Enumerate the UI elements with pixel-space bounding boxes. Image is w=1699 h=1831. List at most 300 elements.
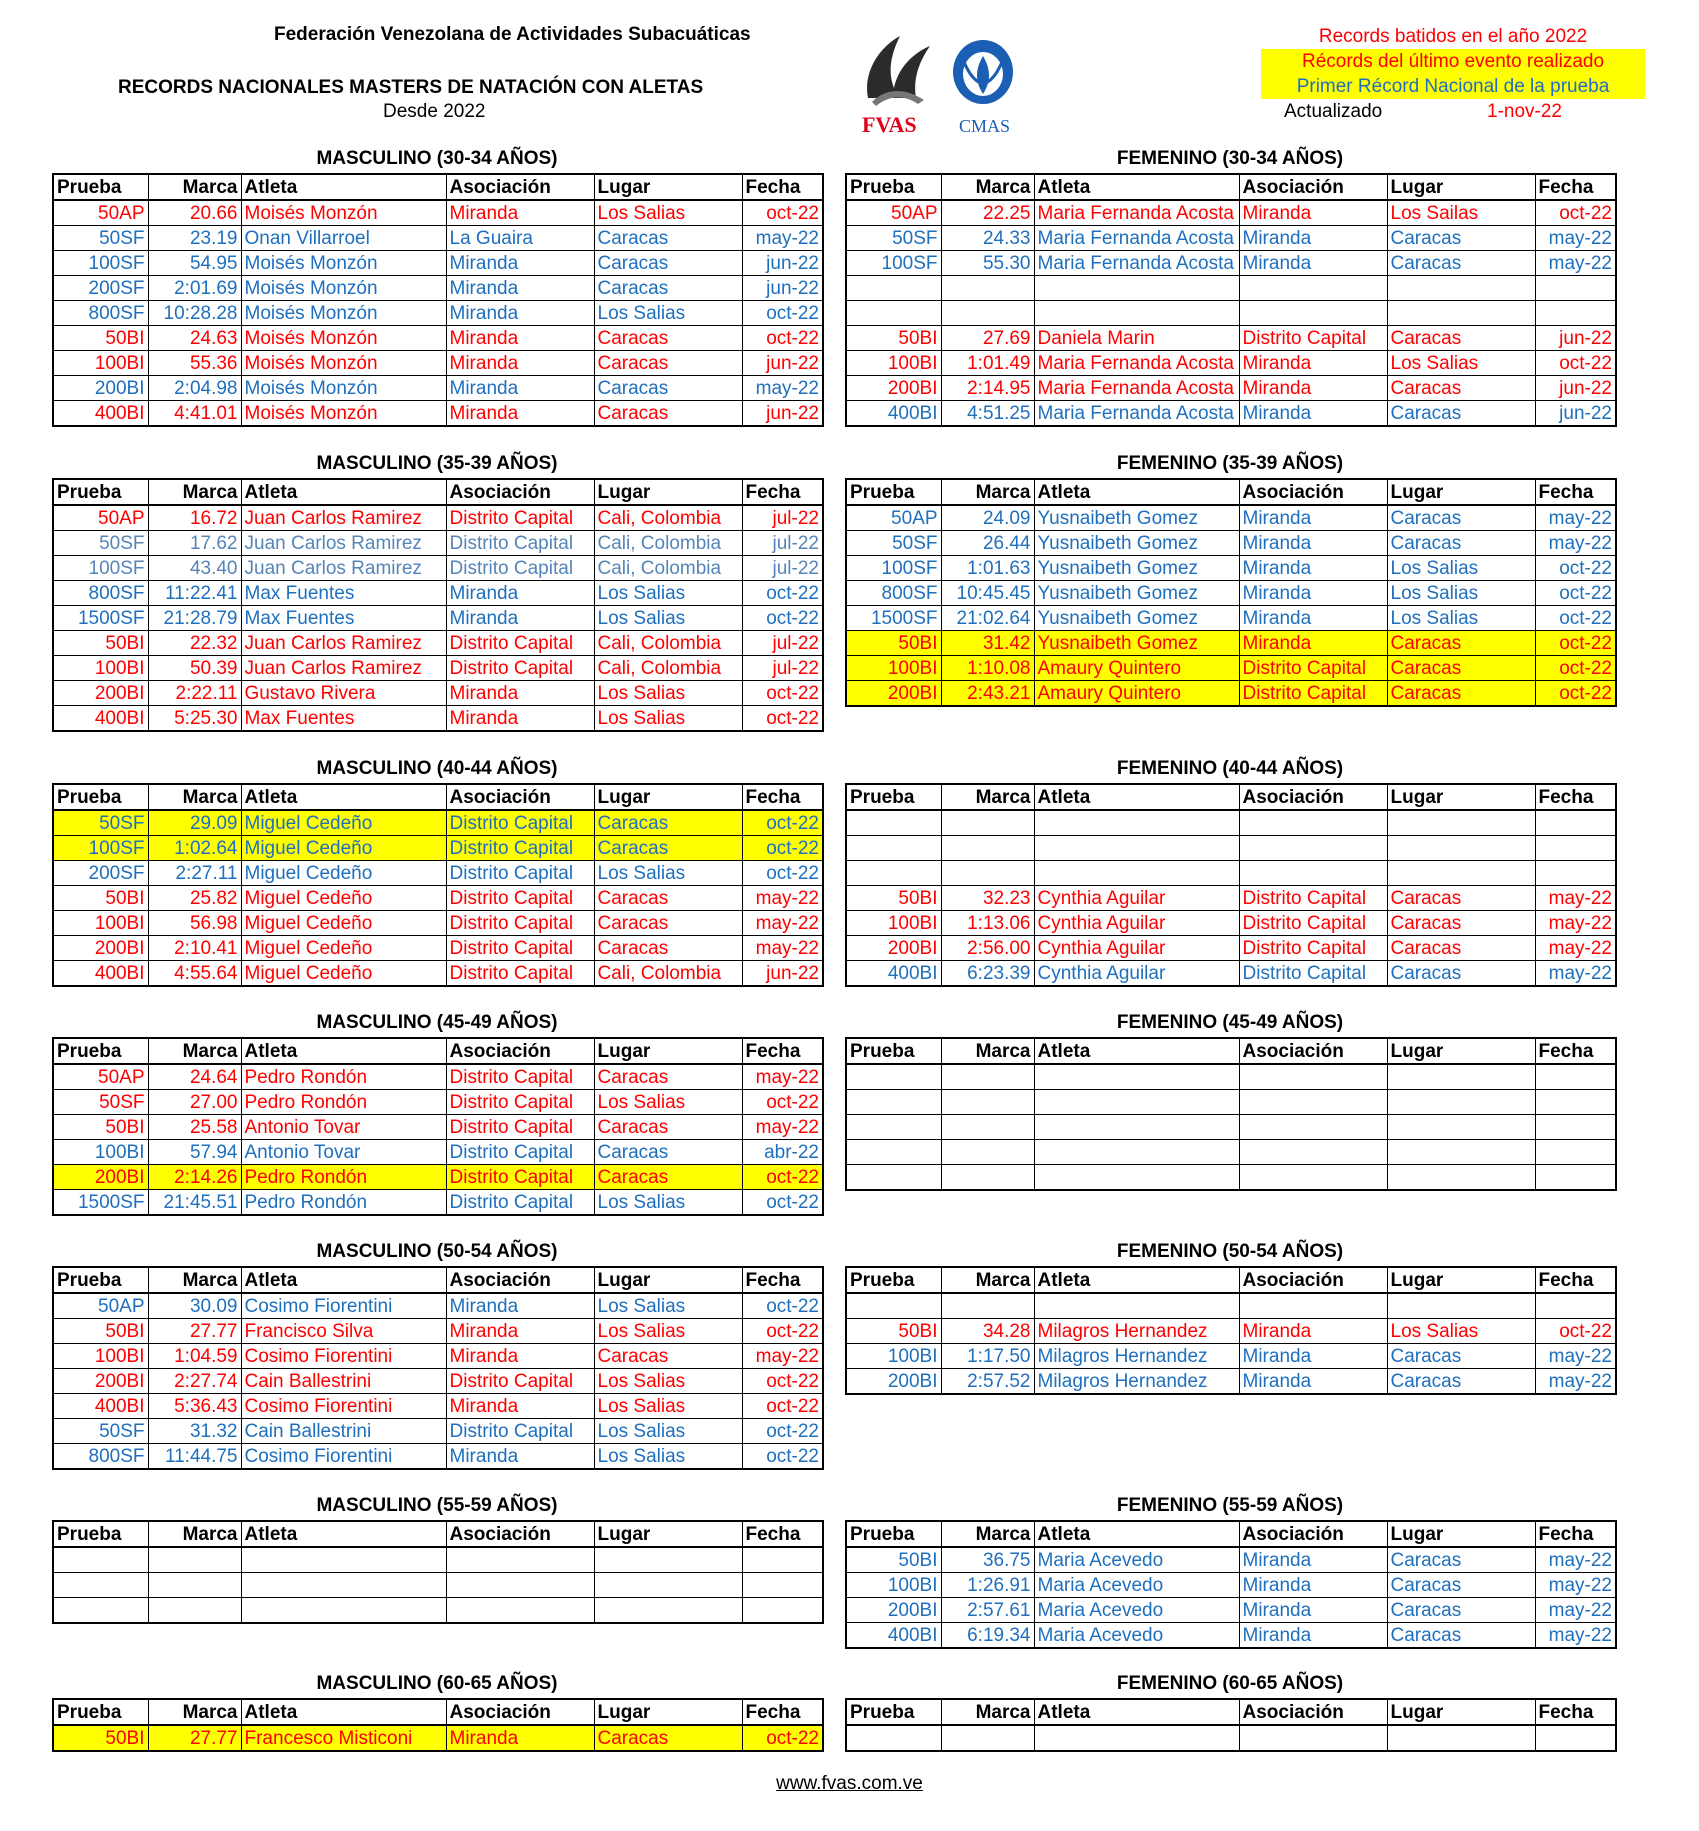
cell-atleta: Moisés Monzón: [241, 351, 446, 376]
cell-fecha: oct-22: [1535, 581, 1616, 606]
cell-marca: [148, 1573, 241, 1598]
cell-lugar: Los Salias: [594, 301, 742, 326]
cell-fecha: oct-22: [742, 1444, 823, 1470]
cell-marca: 1:01.49: [941, 351, 1034, 376]
column-header-prueba: Prueba: [846, 479, 941, 505]
column-header-atleta: Atleta: [1034, 1267, 1239, 1293]
cell-asociacion: Distrito Capital: [446, 861, 594, 886]
cell-fecha: [1535, 861, 1616, 886]
cell-marca: 56.98: [148, 911, 241, 936]
fvas-logo-text: FVAS: [862, 112, 917, 137]
cell-marca: 6:19.34: [941, 1623, 1034, 1649]
cell-atleta: Maria Fernanda Acosta: [1034, 351, 1239, 376]
cell-marca: [941, 836, 1034, 861]
table-row: [846, 1115, 1616, 1140]
table-row: [846, 556, 1616, 581]
table-row: [53, 251, 823, 276]
column-header-lugar: Lugar: [1387, 479, 1535, 505]
cell-asociacion: [446, 1573, 594, 1598]
cell-marca: 1:26.91: [941, 1573, 1034, 1598]
column-header-atleta: Atleta: [1034, 174, 1239, 200]
cell-marca: 1:02.64: [148, 836, 241, 861]
table-row: [846, 861, 1616, 886]
cell-asociacion: Distrito Capital: [446, 961, 594, 987]
cell-asociacion: Distrito Capital: [1239, 681, 1387, 707]
female-records-table: [845, 1266, 1617, 1395]
header-row: [53, 784, 823, 810]
column-header-fecha: Fecha: [1535, 1267, 1616, 1293]
table-row: [53, 656, 823, 681]
cell-asociacion: Miranda: [446, 401, 594, 427]
cell-lugar: Caracas: [594, 1344, 742, 1369]
female-records-table: [845, 1698, 1617, 1752]
cell-asociacion: [1239, 810, 1387, 836]
cell-asociacion: Distrito Capital: [446, 1064, 594, 1090]
female-section-title: FEMENINO (60-65 AÑOS): [1116, 1673, 1344, 1694]
cell-marca: 22.25: [941, 200, 1034, 226]
cell-atleta: Francisco Silva: [241, 1319, 446, 1344]
cell-fecha: oct-22: [742, 1293, 823, 1319]
cell-asociacion: Distrito Capital: [446, 656, 594, 681]
cell-asociacion: [1239, 276, 1387, 301]
cell-atleta: Maria Acevedo: [1034, 1623, 1239, 1649]
cell-lugar: Caracas: [594, 1064, 742, 1090]
female-records-table: [845, 1037, 1617, 1191]
column-header-fecha: Fecha: [742, 1267, 823, 1293]
table-row: [53, 556, 823, 581]
cell-asociacion: Distrito Capital: [446, 836, 594, 861]
cell-marca: 2:01.69: [148, 276, 241, 301]
cell-prueba: [846, 1165, 941, 1191]
cell-atleta: Miguel Cedeño: [241, 911, 446, 936]
cell-lugar: Caracas: [594, 326, 742, 351]
cell-atleta: [241, 1547, 446, 1573]
cell-asociacion: Distrito Capital: [1239, 961, 1387, 987]
cell-fecha: oct-22: [742, 581, 823, 606]
header-row: [53, 1038, 823, 1064]
cell-asociacion: Miranda: [446, 376, 594, 401]
cell-fecha: [1535, 276, 1616, 301]
column-header-atleta: Atleta: [241, 1699, 446, 1725]
cell-prueba: 200BI: [846, 1598, 941, 1623]
female-section-title: FEMENINO (45-49 AÑOS): [1116, 1012, 1344, 1033]
cell-atleta: Pedro Rondón: [241, 1190, 446, 1216]
cell-atleta: Juan Carlos Ramirez: [241, 505, 446, 531]
table-row: [846, 1369, 1616, 1395]
cell-atleta: Moisés Monzón: [241, 401, 446, 427]
cell-marca: 10:45.45: [941, 581, 1034, 606]
cell-lugar: Los Salias: [594, 706, 742, 732]
header-row: [846, 1699, 1616, 1725]
cell-asociacion: Miranda: [446, 200, 594, 226]
cell-asociacion: Miranda: [1239, 1547, 1387, 1573]
column-header-asociacion: Asociación: [446, 1267, 594, 1293]
cell-fecha: [1535, 836, 1616, 861]
cell-atleta: Cosimo Fiorentini: [241, 1444, 446, 1470]
cell-marca: 16.72: [148, 505, 241, 531]
cell-asociacion: Miranda: [446, 351, 594, 376]
cell-prueba: 400BI: [53, 961, 148, 987]
cell-atleta: [1034, 1140, 1239, 1165]
cell-lugar: [1387, 1725, 1535, 1751]
cell-prueba: [846, 301, 941, 326]
cell-atleta: [1034, 836, 1239, 861]
cell-fecha: oct-22: [742, 1394, 823, 1419]
cell-fecha: [742, 1598, 823, 1624]
cell-lugar: Caracas: [1387, 505, 1535, 531]
cell-lugar: Los Salias: [594, 1190, 742, 1216]
cell-marca: 24.64: [148, 1064, 241, 1090]
cell-fecha: may-22: [742, 936, 823, 961]
cell-atleta: Cain Ballestrini: [241, 1419, 446, 1444]
column-header-marca: Marca: [941, 1521, 1034, 1547]
male-section-title: MASCULINO (60-65 AÑOS): [316, 1673, 558, 1694]
cell-lugar: Caracas: [594, 810, 742, 836]
cell-marca: 27.77: [148, 1725, 241, 1751]
cell-lugar: Los Salias: [594, 1319, 742, 1344]
cell-fecha: jul-22: [742, 531, 823, 556]
cell-asociacion: Miranda: [446, 1319, 594, 1344]
cell-prueba: [53, 1547, 148, 1573]
cell-lugar: Caracas: [1387, 376, 1535, 401]
cell-fecha: jun-22: [742, 961, 823, 987]
cell-asociacion: Distrito Capital: [446, 505, 594, 531]
cell-asociacion: Distrito Capital: [446, 911, 594, 936]
cell-lugar: [1387, 1165, 1535, 1191]
table-row: [846, 351, 1616, 376]
cell-lugar: Caracas: [1387, 1623, 1535, 1649]
cell-fecha: may-22: [1535, 961, 1616, 987]
column-header-prueba: Prueba: [846, 1699, 941, 1725]
male-section-title: MASCULINO (35-39 AÑOS): [316, 453, 558, 474]
column-header-marca: Marca: [148, 1038, 241, 1064]
male-records-table: [52, 1037, 824, 1216]
table-row: [53, 911, 823, 936]
cell-atleta: [1034, 810, 1239, 836]
cell-atleta: [1034, 1115, 1239, 1140]
cell-lugar: Caracas: [1387, 631, 1535, 656]
table-row: [53, 1319, 823, 1344]
cell-asociacion: Miranda: [446, 1394, 594, 1419]
cell-atleta: Juan Carlos Ramirez: [241, 531, 446, 556]
cell-asociacion: Distrito Capital: [1239, 936, 1387, 961]
table-row: [53, 606, 823, 631]
column-header-prueba: Prueba: [53, 479, 148, 505]
website-link[interactable]: www.fvas.com.ve: [776, 1773, 923, 1794]
cell-lugar: Los Salias: [594, 200, 742, 226]
cell-lugar: Caracas: [1387, 531, 1535, 556]
cell-fecha: oct-22: [742, 810, 823, 836]
table-row: [53, 276, 823, 301]
cell-lugar: Caracas: [1387, 1598, 1535, 1623]
cell-prueba: 100SF: [846, 556, 941, 581]
document-title: RECORDS NACIONALES MASTERS DE NATACIÓN CON ALETAS: [118, 77, 704, 98]
cell-marca: [941, 810, 1034, 836]
cell-marca: 24.33: [941, 226, 1034, 251]
column-header-marca: Marca: [148, 784, 241, 810]
cell-atleta: Yusnaibeth Gomez: [1034, 631, 1239, 656]
cell-marca: [148, 1547, 241, 1573]
cell-atleta: Moisés Monzón: [241, 276, 446, 301]
table-row: [846, 376, 1616, 401]
cell-asociacion: Miranda: [1239, 1598, 1387, 1623]
cell-prueba: 800SF: [53, 581, 148, 606]
cell-atleta: Milagros Hernandez: [1034, 1319, 1239, 1344]
cell-marca: 1:01.63: [941, 556, 1034, 581]
cell-lugar: Los Salias: [594, 1293, 742, 1319]
cell-lugar: Caracas: [1387, 911, 1535, 936]
legend-first-record: Primer Récord Nacional de la prueba: [1261, 74, 1645, 99]
cell-asociacion: [1239, 861, 1387, 886]
table-row: [846, 1598, 1616, 1623]
cell-prueba: 100SF: [53, 556, 148, 581]
cell-asociacion: Distrito Capital: [446, 556, 594, 581]
cell-prueba: 50BI: [846, 1547, 941, 1573]
table-row: [53, 1190, 823, 1216]
table-row: [846, 531, 1616, 556]
cell-atleta: Milagros Hernandez: [1034, 1369, 1239, 1395]
cell-fecha: oct-22: [742, 861, 823, 886]
column-header-lugar: Lugar: [1387, 1699, 1535, 1725]
header-row: [53, 1699, 823, 1725]
cell-marca: 5:36.43: [148, 1394, 241, 1419]
cell-lugar: Los Salias: [594, 1394, 742, 1419]
cell-atleta: Francesco Misticoni: [241, 1725, 446, 1751]
cell-prueba: 50BI: [53, 1319, 148, 1344]
cell-atleta: [1034, 1064, 1239, 1090]
cell-asociacion: Miranda: [1239, 351, 1387, 376]
cell-asociacion: Miranda: [1239, 631, 1387, 656]
table-row: [846, 810, 1616, 836]
cell-fecha: [1535, 810, 1616, 836]
cell-atleta: Miguel Cedeño: [241, 936, 446, 961]
cell-lugar: [1387, 1090, 1535, 1115]
cell-lugar: Cali, Colombia: [594, 656, 742, 681]
cell-marca: 55.36: [148, 351, 241, 376]
cell-lugar: Los Salias: [594, 606, 742, 631]
cell-prueba: 200BI: [53, 936, 148, 961]
column-header-lugar: Lugar: [1387, 1521, 1535, 1547]
table-row: [53, 936, 823, 961]
column-header-fecha: Fecha: [742, 174, 823, 200]
cell-lugar: Caracas: [594, 401, 742, 427]
cell-fecha: may-22: [1535, 531, 1616, 556]
cell-asociacion: Miranda: [1239, 401, 1387, 427]
column-header-lugar: Lugar: [1387, 174, 1535, 200]
female-section-title: FEMENINO (30-34 AÑOS): [1116, 148, 1344, 169]
cell-asociacion: Miranda: [1239, 200, 1387, 226]
cell-marca: 2:04.98: [148, 376, 241, 401]
cell-lugar: Cali, Colombia: [594, 531, 742, 556]
cell-fecha: jun-22: [742, 401, 823, 427]
cell-prueba: 50SF: [53, 1419, 148, 1444]
table-row: [53, 531, 823, 556]
cell-prueba: 800SF: [53, 1444, 148, 1470]
female-records-table: [845, 783, 1617, 987]
cell-fecha: jun-22: [1535, 376, 1616, 401]
cell-prueba: [846, 1140, 941, 1165]
cell-prueba: 50AP: [53, 1064, 148, 1090]
cell-prueba: 50BI: [53, 886, 148, 911]
cell-prueba: 100BI: [846, 656, 941, 681]
cell-marca: 2:10.41: [148, 936, 241, 961]
cell-fecha: may-22: [1535, 1598, 1616, 1623]
cell-lugar: Los Salias: [1387, 556, 1535, 581]
cell-fecha: jun-22: [742, 351, 823, 376]
column-header-atleta: Atleta: [1034, 1699, 1239, 1725]
cell-prueba: 400BI: [53, 1394, 148, 1419]
legend-last-event: Récords del último evento realizado: [1261, 49, 1645, 74]
cell-prueba: 100BI: [53, 911, 148, 936]
cell-lugar: Caracas: [1387, 1573, 1535, 1598]
cell-marca: 2:14.26: [148, 1165, 241, 1190]
cell-atleta: Moisés Monzón: [241, 200, 446, 226]
male-records-table: [52, 173, 824, 427]
column-header-fecha: Fecha: [1535, 1038, 1616, 1064]
header-row: [846, 1521, 1616, 1547]
cell-marca: 1:10.08: [941, 656, 1034, 681]
cell-lugar: Los Salias: [594, 1369, 742, 1394]
cell-atleta: [1034, 1725, 1239, 1751]
cell-marca: 25.82: [148, 886, 241, 911]
column-header-prueba: Prueba: [846, 1521, 941, 1547]
cell-lugar: Caracas: [594, 886, 742, 911]
column-header-prueba: Prueba: [846, 784, 941, 810]
cell-lugar: Caracas: [1387, 326, 1535, 351]
cell-prueba: 100SF: [53, 251, 148, 276]
cell-lugar: Cali, Colombia: [594, 631, 742, 656]
cell-atleta: [241, 1573, 446, 1598]
cell-asociacion: Miranda: [446, 251, 594, 276]
cell-fecha: may-22: [1535, 911, 1616, 936]
table-row: [846, 1573, 1616, 1598]
cell-fecha: oct-22: [742, 1319, 823, 1344]
table-row: [53, 200, 823, 226]
cell-lugar: Caracas: [594, 1165, 742, 1190]
cell-fecha: oct-22: [1535, 200, 1616, 226]
cell-prueba: 50BI: [53, 1115, 148, 1140]
cell-atleta: Antonio Tovar: [241, 1115, 446, 1140]
cell-fecha: oct-22: [742, 606, 823, 631]
cell-asociacion: Miranda: [1239, 531, 1387, 556]
cell-fecha: may-22: [1535, 1369, 1616, 1395]
cell-prueba: 400BI: [846, 401, 941, 427]
cell-lugar: Caracas: [1387, 681, 1535, 707]
cell-atleta: Juan Carlos Ramirez: [241, 631, 446, 656]
table-row: [53, 631, 823, 656]
cell-asociacion: Miranda: [1239, 1573, 1387, 1598]
column-header-asociacion: Asociación: [1239, 1267, 1387, 1293]
cell-lugar: [1387, 301, 1535, 326]
cell-fecha: may-22: [1535, 936, 1616, 961]
cell-fecha: [1535, 1090, 1616, 1115]
cell-asociacion: Distrito Capital: [446, 936, 594, 961]
cell-asociacion: [1239, 1115, 1387, 1140]
cell-prueba: 1500SF: [53, 606, 148, 631]
table-row: [846, 936, 1616, 961]
cell-asociacion: Miranda: [446, 681, 594, 706]
table-row: [53, 1573, 823, 1598]
column-header-asociacion: Asociación: [446, 1521, 594, 1547]
column-header-atleta: Atleta: [241, 174, 446, 200]
column-header-prueba: Prueba: [53, 784, 148, 810]
organization-name: Federación Venezolana de Actividades Subacuáticas: [274, 24, 751, 45]
cell-prueba: 200BI: [53, 1369, 148, 1394]
column-header-asociacion: Asociación: [446, 479, 594, 505]
table-row: [53, 1090, 823, 1115]
cell-fecha: oct-22: [1535, 1319, 1616, 1344]
cell-asociacion: La Guaira: [446, 226, 594, 251]
cell-asociacion: Miranda: [1239, 251, 1387, 276]
cell-asociacion: Distrito Capital: [446, 1090, 594, 1115]
cell-prueba: 200SF: [53, 861, 148, 886]
female-section-title: FEMENINO (35-39 AÑOS): [1116, 453, 1344, 474]
cell-marca: 10:28.28: [148, 301, 241, 326]
cell-marca: 2:22.11: [148, 681, 241, 706]
cell-atleta: Maria Fernanda Acosta: [1034, 251, 1239, 276]
column-header-marca: Marca: [941, 1038, 1034, 1064]
cell-marca: 1:13.06: [941, 911, 1034, 936]
cell-lugar: [594, 1598, 742, 1624]
cell-fecha: [1535, 301, 1616, 326]
cell-atleta: Juan Carlos Ramirez: [241, 556, 446, 581]
cell-atleta: Maria Acevedo: [1034, 1598, 1239, 1623]
cell-atleta: Maria Fernanda Acosta: [1034, 376, 1239, 401]
cell-atleta: Max Fuentes: [241, 706, 446, 732]
cell-atleta: Miguel Cedeño: [241, 836, 446, 861]
cell-prueba: 100BI: [846, 1573, 941, 1598]
cell-lugar: [1387, 861, 1535, 886]
cell-prueba: 100BI: [53, 1140, 148, 1165]
table-row: [53, 861, 823, 886]
cell-prueba: 50BI: [846, 886, 941, 911]
cell-marca: 6:23.39: [941, 961, 1034, 987]
cell-lugar: Los Salias: [594, 1444, 742, 1470]
cell-lugar: Caracas: [1387, 1369, 1535, 1395]
cell-asociacion: Miranda: [1239, 606, 1387, 631]
cell-marca: [941, 1064, 1034, 1090]
cell-atleta: [1034, 1293, 1239, 1319]
cell-marca: 27.77: [148, 1319, 241, 1344]
column-header-asociacion: Asociación: [1239, 479, 1387, 505]
column-header-fecha: Fecha: [742, 1521, 823, 1547]
cell-fecha: oct-22: [742, 836, 823, 861]
cell-marca: 31.32: [148, 1419, 241, 1444]
cell-prueba: 50AP: [846, 505, 941, 531]
cell-asociacion: [1239, 836, 1387, 861]
cell-atleta: Pedro Rondón: [241, 1165, 446, 1190]
cell-lugar: [1387, 1064, 1535, 1090]
cell-atleta: Cosimo Fiorentini: [241, 1394, 446, 1419]
cell-marca: 2:57.61: [941, 1598, 1034, 1623]
table-row: [846, 911, 1616, 936]
column-header-lugar: Lugar: [594, 1267, 742, 1293]
column-header-fecha: Fecha: [1535, 784, 1616, 810]
cell-atleta: Maria Fernanda Acosta: [1034, 226, 1239, 251]
column-header-asociacion: Asociación: [446, 1699, 594, 1725]
female-section-title: FEMENINO (55-59 AÑOS): [1116, 1495, 1344, 1516]
male-records-table: [52, 1520, 824, 1624]
cell-lugar: Caracas: [594, 1725, 742, 1751]
cell-marca: 30.09: [148, 1293, 241, 1319]
cell-marca: 27.00: [148, 1090, 241, 1115]
table-row: [53, 226, 823, 251]
cell-atleta: Pedro Rondón: [241, 1064, 446, 1090]
table-row: [846, 200, 1616, 226]
female-records-table: [845, 173, 1617, 427]
cell-lugar: Los Salias: [1387, 1319, 1535, 1344]
cell-atleta: Miguel Cedeño: [241, 961, 446, 987]
